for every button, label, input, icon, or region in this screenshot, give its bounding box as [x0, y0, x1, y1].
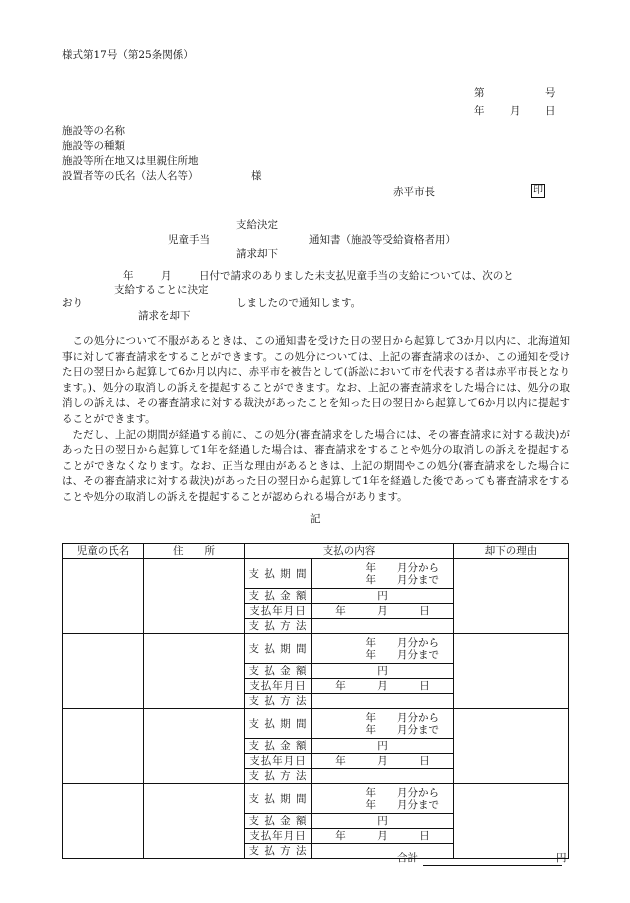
label-method: 支 払 方 法 [245, 769, 312, 784]
label-amount: 支 払 金 額 [245, 739, 312, 754]
child-name-cell[interactable] [63, 559, 144, 634]
amount-value[interactable]: 円 [312, 589, 454, 604]
method-value[interactable] [312, 769, 454, 784]
label-amount: 支 払 金 額 [245, 589, 312, 604]
label-period: 支 払 期 間 [245, 559, 312, 589]
date-month-label: 月 [510, 105, 521, 117]
appeal-paragraph-2: ただし、上記の期間が経過する前に、この処分(審査請求をした場合には、その審査請求に対する裁決)があった日の翌日から起算して1年を経過した場合は、審査請求をすることや処分の取消しの訴えを提起することができなくなります。なお、正当な理由があるときは、上記の期間やこの処分(審査請求をした場合には、その審査請求に対する裁決)があった日の翌日から起算して1年を経過した後であっても審査請求をすることや処分の取消しの訴えを提起することが認められる場合があります。 [62, 428, 570, 503]
label-period: 支 払 期 間 [245, 634, 312, 664]
address-cell[interactable] [144, 709, 245, 784]
period-value[interactable]: 年 月分から 年 月分まで [312, 634, 454, 664]
header-address: 住 所 [144, 544, 245, 559]
appeal-notice [62, 334, 570, 506]
title-reject-option: 請求却下 [236, 248, 278, 260]
label-method: 支 払 方 法 [245, 619, 312, 634]
title-decision-option: 支給決定 [236, 219, 278, 231]
period-value[interactable]: 年 月分から 年 月分まで [312, 559, 454, 589]
date-value[interactable]: 年 月 日 [312, 679, 454, 694]
address-cell[interactable] [144, 634, 245, 709]
label-amount: 支 払 金 額 [245, 664, 312, 679]
rejection-reason-cell[interactable] [454, 559, 569, 634]
address-cell[interactable] [144, 784, 245, 859]
facility-type-label: 施設等の種類 [62, 140, 125, 152]
title-benefit: 児童手当 [168, 234, 210, 246]
amount-value[interactable]: 円 [312, 739, 454, 754]
intro-year: 年 [123, 270, 134, 282]
date-value[interactable]: 年 月 日 [312, 754, 454, 769]
total-yen: 円 [556, 852, 567, 864]
intro-month: 月 [161, 270, 172, 282]
honorific-sama: 様 [251, 170, 262, 182]
child-name-cell[interactable] [63, 784, 144, 859]
method-value[interactable] [312, 844, 454, 859]
amount-value[interactable]: 円 [312, 814, 454, 829]
intro-option-reject: 請求を却下 [138, 310, 191, 322]
label-date: 支払年月日 [245, 754, 312, 769]
label-date: 支払年月日 [245, 604, 312, 619]
title-notice: 通知書（施設等受給資格者用） [309, 234, 456, 246]
header-payment-content: 支払の内容 [245, 544, 454, 559]
child-name-cell[interactable] [63, 709, 144, 784]
facility-name-label: 施設等の名称 [62, 125, 125, 137]
period-value[interactable]: 年 月分から 年 月分まで [312, 709, 454, 739]
intro-ori: おり [62, 297, 83, 309]
intro-suffix: しましたので通知します。 [236, 297, 362, 309]
intro-option-pay: 支給することに決定 [114, 284, 209, 296]
facility-address-label: 施設等所在地又は里親住所地 [62, 155, 199, 167]
label-method: 支 払 方 法 [245, 844, 312, 859]
document-number-gou: 号 [545, 87, 556, 99]
issuer-mayor: 赤平市長 [393, 186, 435, 198]
seal-mark: 印 [533, 185, 543, 196]
header-child-name: 児童の氏名 [63, 544, 144, 559]
method-value[interactable] [312, 694, 454, 709]
establisher-name-label: 設置者等の氏名（法人名等） [62, 170, 199, 182]
amount-value[interactable]: 円 [312, 664, 454, 679]
date-value[interactable]: 年 月 日 [312, 829, 454, 844]
header-rejection-reason: 却下の理由 [454, 544, 569, 559]
date-value[interactable]: 年 月 日 [312, 604, 454, 619]
form-number: 様式第17号（第25条関係） [62, 49, 194, 61]
intro-text: 日付で請求のありました未支払児童手当の支給については、次のと [199, 270, 514, 282]
appeal-paragraph-1: この処分について不服があるときは、この通知書を受けた日の翌日から起算して3か月以内に、北海道知事に対して審査請求をすることができます。この処分については、上記の審査請求のほか、この通知を受けた日の翌日から起算して6か月以内に、赤平市を被告として(訴訟において市を代表する者は赤平市長となります。)、処分の取消しの訴えを提起することができます。なお、上記の審査請求をした場合には、処分の取消しの訴えは、その審査請求に対する裁決があったことを知った日の翌日から起算して6か月以内に提起することができます。 [62, 335, 570, 425]
total-value-line[interactable] [423, 865, 562, 866]
document-number-dai: 第 [474, 87, 485, 99]
payment-table [62, 543, 569, 859]
rejection-reason-cell[interactable] [454, 784, 569, 859]
method-value[interactable] [312, 619, 454, 634]
total-label: 合計 [397, 852, 418, 864]
label-period: 支 払 期 間 [245, 709, 312, 739]
rejection-reason-cell[interactable] [454, 709, 569, 784]
label-period: 支 払 期 間 [245, 784, 312, 814]
address-cell[interactable] [144, 559, 245, 634]
label-method: 支 払 方 法 [245, 694, 312, 709]
date-year-label: 年 [474, 105, 485, 117]
label-amount: 支 払 金 額 [245, 814, 312, 829]
child-name-cell[interactable] [63, 634, 144, 709]
rejection-reason-cell[interactable] [454, 634, 569, 709]
ki-marker: 記 [310, 513, 321, 525]
period-value[interactable]: 年 月分から 年 月分まで [312, 784, 454, 814]
label-date: 支払年月日 [245, 679, 312, 694]
label-date: 支払年月日 [245, 829, 312, 844]
date-day-label: 日 [545, 105, 556, 117]
